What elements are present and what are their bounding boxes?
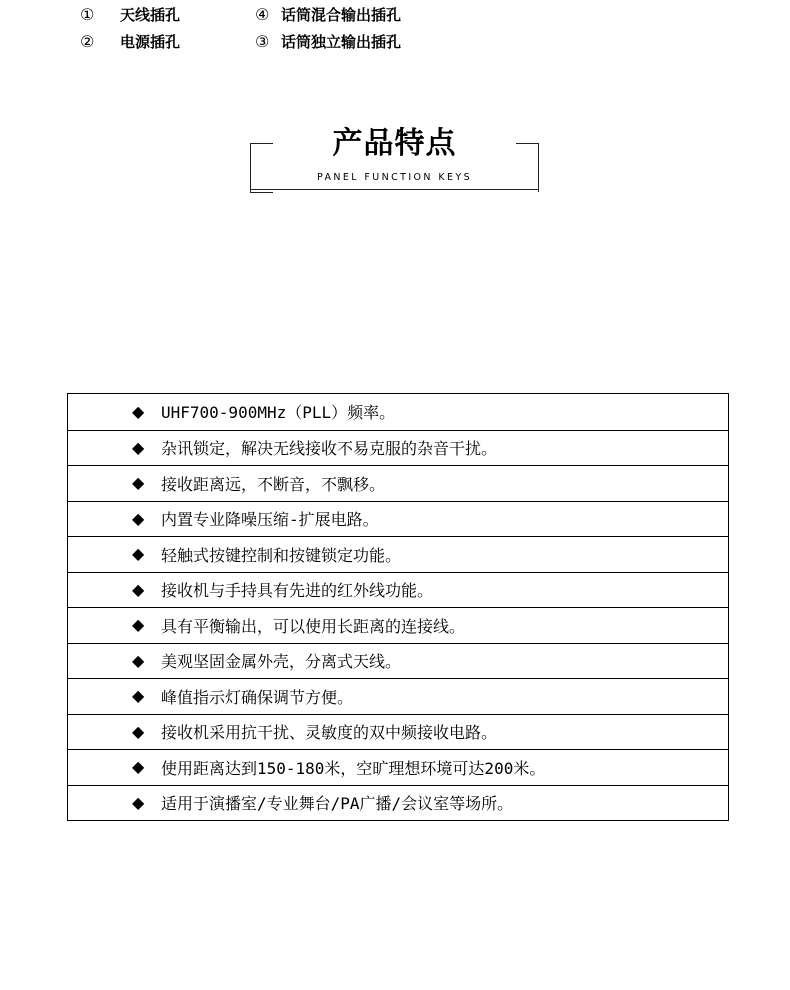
diamond-bullet-icon: ◆ [132,792,145,812]
legend-number: ② [80,32,95,51]
legend-label: 话筒混合输出插孔 [281,6,402,24]
feature-row [68,430,728,466]
legend-label: 天线插孔 [120,6,181,24]
feature-text: 具有平衡输出，可以使用长距离的连接线。 [161,616,466,636]
feature-row [68,714,728,750]
legend-item-power [80,33,180,51]
feature-text: 轻触式按键控制和按键锁定功能。 [161,545,402,565]
legend-item-antenna [80,6,180,24]
feature-text: 接收机采用抗干扰、灵敏度的双中频接收电路。 [161,723,498,743]
legend-number: ① [80,5,95,24]
legend-label: 电源插孔 [120,33,181,51]
feature-row [68,643,728,679]
diamond-bullet-icon: ◆ [132,757,145,777]
feature-text: 适用于演播室/专业舞台/PA广播/会议室等场所。 [161,794,514,814]
diamond-bullet-icon: ◆ [132,686,145,706]
feature-table [67,393,729,821]
feature-row [68,501,728,537]
legend-item-mic-mixed-output [255,6,401,24]
diamond-bullet-icon: ◆ [132,437,145,457]
diamond-bullet-icon: ◆ [132,615,145,635]
section-title: 产品特点 [332,126,457,161]
feature-text: 峰值指示灯确保调节方便。 [161,687,354,707]
diamond-bullet-icon: ◆ [132,650,145,670]
feature-row [68,536,728,572]
legend-number: ③ [255,32,270,51]
feature-row [68,678,728,714]
feature-text: 美观坚固金属外壳，分离式天线。 [161,652,402,672]
feature-row [68,749,728,785]
feature-row [68,785,728,821]
bracket-bottom-decoration [250,189,539,190]
diamond-bullet-icon: ◆ [132,473,145,493]
feature-text: 接收距离远，不断音，不飘移。 [161,474,386,494]
feature-text: UHF700-900MHz（PLL）频率。 [161,403,396,423]
legend-item-mic-independent-output [255,33,401,51]
legend-label: 话筒独立输出插孔 [281,33,402,51]
diamond-bullet-icon: ◆ [132,508,145,528]
feature-text: 使用距离达到150-180米，空旷理想环境可达200米。 [161,758,546,778]
diamond-bullet-icon: ◆ [132,579,145,599]
diamond-bullet-icon: ◆ [132,544,145,564]
section-subtitle: PANEL FUNCTION KEYS [316,172,473,183]
port-legend [0,0,790,60]
feature-row [68,607,728,643]
feature-row [68,465,728,501]
feature-row [68,572,728,608]
feature-text: 内置专业降噪压缩-扩展电路。 [161,510,379,530]
feature-row [68,394,728,430]
diamond-bullet-icon: ◆ [132,401,145,421]
feature-text: 杂讯锁定，解决无线接收不易克服的杂音干扰。 [161,439,498,459]
section-heading [250,125,539,191]
feature-text: 接收机与手持具有先进的红外线功能。 [161,581,434,601]
diamond-bullet-icon: ◆ [132,721,145,741]
legend-number: ④ [255,5,270,24]
